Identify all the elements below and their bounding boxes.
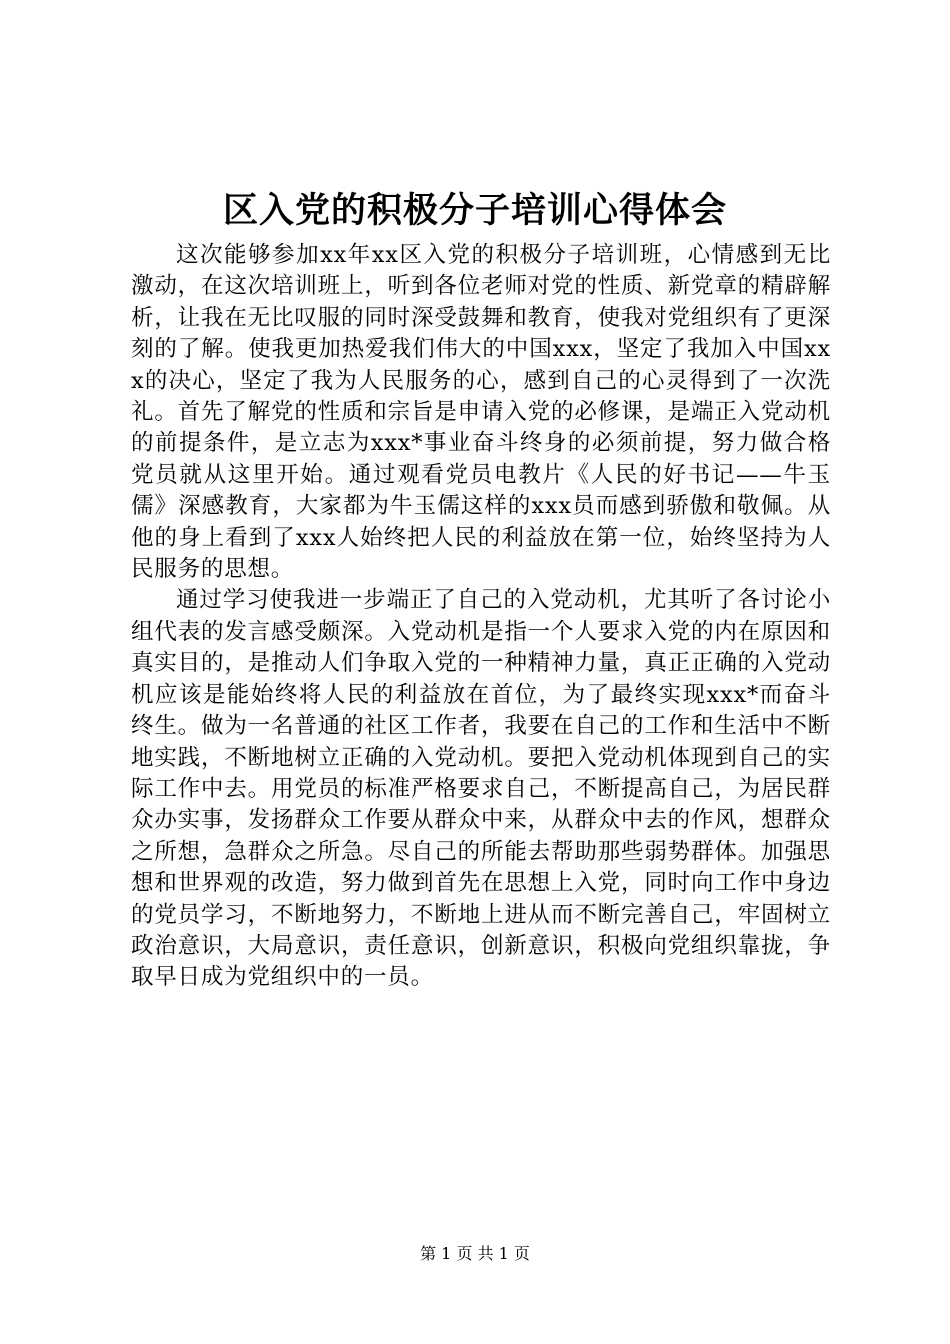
document-title: 区入党的积极分子培训心得体会 bbox=[222, 190, 727, 231]
paragraph-2: 通过学习使我进一步端正了自己的入党动机，尤其听了各讨论小组代表的发言感受颇深。入党动机是指一个人要求入党的内在原因和真实目的，是推动人们争取入党的一种精神力量，真正正确的入党动机应该是能始终将人民的利益放在首位，为了最终实现xxx*而奋斗终生。做为一名普通的社区工作者，我要在自己的工作和生活中不断地实践，不断地树立正确的入党动机。要把入党动机体现到自己的实际工作中去。用党员的标准严格要求自己，不断提高自己，为居民群众办实事，发扬群众工作要从群众中来，从群众中去的作风，想群众之所想，急群众之所急。尽自己的所能去帮助那些弱势群体。加强思想和世界观的改造，努力做到首先在思想上入党，同时向工作中身边的党员学习，不断地努力，不断地上进从而不断完善自己，牢固树立政治意识，大局意识，责任意识，创新意识，积极向党组织靠拢，争取早日成为党组织中的一员。 bbox=[131, 587, 831, 991]
page-number-footer: 第 1 页 共 1 页 bbox=[420, 1244, 530, 1263]
paragraph-1: 这次能够参加xx年xx区入党的积极分子培训班，心情感到无比激动，在这次培训班上，听到各位老师对党的性质、新党章的精辟解析，让我在无比叹服的同时深受鼓舞和教育，使我对党组织有了更深刻的了解。使我更加热爱我们伟大的中国xxx，坚定了我加入中国xxx的决心，坚定了我为人民服务的心，感到自己的心灵得到了一次洗礼。首先了解党的性质和宗旨是申请入党的必修课，是端正入党动机的前提条件，是立志为xxx*事业奋斗终身的必须前提，努力做合格党员就从这里开始。通过观看党员电教片《人民的好书记——牛玉儒》深感教育，大家都为牛玉儒这样的xxx员而感到骄傲和敬佩。从他的身上看到了xxx人始终把人民的利益放在第一位，始终坚持为人民服务的思想。 bbox=[131, 242, 831, 583]
document-body bbox=[131, 240, 831, 994]
